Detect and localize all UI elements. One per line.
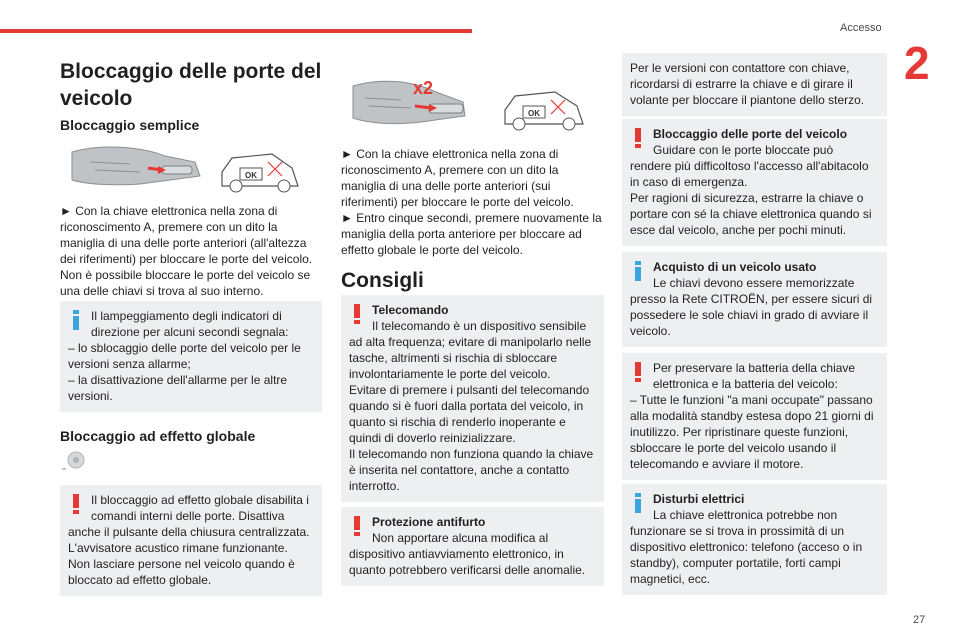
battery-second-line: elettronica e la batteria del veicolo:	[653, 377, 838, 391]
steering-lock-icon	[60, 450, 90, 472]
heading-consigli: Consigli	[341, 269, 424, 292]
warn-line-5: Non lasciare persone nel veicolo quando è bloccato ad effetto globale.	[68, 557, 295, 587]
simple-lock-text: ► Con la chiave elettronica nella zona di riconoscimento A, premere con un dito la maniglia di una delle porte anteriori (all'altezza dei riferimenti) per bloccare le porte del veicolo. Non è possibile bloccare le porte del veicolo se una delle chiavi si trova al suo interno.	[60, 204, 313, 298]
used-vehicle-text: presso la Rete CITROËN, per essere sicuri di possedere le sole chiavi in grado di avviare il veicolo.	[630, 292, 873, 338]
page-title: Bloccaggio delle porte del veicolo	[60, 60, 322, 110]
used-vehicle-title: Acquisto di un veicolo usato	[653, 260, 817, 274]
info-box-indicators	[60, 301, 322, 412]
info-box-used-vehicle	[622, 252, 887, 347]
double-press-label: x2	[413, 78, 434, 98]
info-line-4: – la disattivazione dell'allarme per le altre versioni.	[68, 373, 288, 403]
info-line-1: Il lampeggiamento degli indicatori di	[91, 309, 282, 323]
used-vehicle-first-line: Le chiavi devono essere memorizzate	[653, 276, 855, 290]
car-icon	[505, 92, 583, 130]
warning-icon	[632, 128, 644, 148]
warn-line-4: L'avvisatore acustico rimane funzionante.	[68, 541, 288, 555]
antitheft-first-line: Non apportare alcuna modifica al	[372, 531, 549, 545]
info-icon	[70, 310, 82, 330]
double-press-illustration	[351, 72, 591, 138]
interference-title: Disturbi elettrici	[653, 492, 745, 506]
hand-handle-illustration	[70, 140, 302, 198]
antitheft-title: Protezione antifurto	[372, 515, 486, 529]
note-box-steering	[622, 53, 887, 116]
heading-simple-lock: Bloccaggio semplice	[60, 117, 200, 133]
car-icon	[222, 154, 298, 192]
door-lock-first-line: Guidare con le porte bloccate può	[653, 143, 834, 157]
page-number: 27	[913, 614, 926, 626]
warning-box-battery	[622, 353, 887, 480]
warning-icon	[70, 494, 82, 514]
antitheft-text: dispositivo antiavviamento elettronico, in quanto potrebbero verificarsi delle anomalie.	[349, 547, 586, 577]
warning-box-global-lock	[60, 485, 322, 596]
car-ok-label: OK	[528, 109, 540, 118]
info-line-3: – lo sblocaggio delle porte del veicolo per le versioni senza allarme;	[68, 341, 301, 371]
interference-text: funzionare se si trova in prossimità di un dispositivo elettronico: telefono (acceso o in standby), computer portatile, forti campi magnetici, ecc.	[630, 524, 863, 586]
battery-first-line: Per preservare la batteria della chiave	[653, 361, 856, 375]
warning-box-door-lock	[622, 119, 887, 246]
info-box-interference	[622, 484, 887, 595]
chapter-number: 2	[904, 37, 930, 89]
door-lock-text: rendere più difficoltoso l'accesso all'abitacolo in caso di emergenza. Per ragioni di sicurezza, estrarre la chiave o portare con sé la chiave elettronica quando si esce dal veicolo, anche per pochi minuti.	[630, 159, 872, 237]
remote-first-line: Il telecomando è un dispositivo sensibile	[372, 319, 587, 333]
warn-line-3: anche il pulsante della chiusura centralizzata.	[68, 525, 310, 539]
global-lock-text: ► Con la chiave elettronica nella zona di riconoscimento A, premere con un dito la maniglia di una delle porte anteriori (sui riferimenti) per bloccare le porte del veicolo. ► Entro cinque secondi, premere nuovamente la maniglia della porta anteriore per bloccare ad effetto globale le porte del veicolo.	[341, 147, 602, 257]
remote-title: Telecomando	[372, 303, 449, 317]
warning-icon	[351, 516, 363, 536]
heading-global-lock: Bloccaggio ad effetto globale	[60, 428, 256, 444]
warn-line-2: comandi interni delle porte. Disattiva	[91, 509, 285, 523]
warn-line-1: Il bloccaggio ad effetto globale disabilita i	[91, 493, 309, 507]
battery-text: – Tutte le funzioni "a mani occupate" passano alla modalità standby estesa dopo 21 giorni di inutilizzo. Per ripristinare queste funzioni, sbloccare le porte del veicolo usando il telecomando e avviare il motore.	[630, 393, 874, 471]
door-lock-title: Bloccaggio delle porte del veicolo	[653, 127, 848, 141]
info-line-2: direzione per alcuni secondi segnala:	[91, 325, 289, 339]
warning-box-antitheft	[341, 507, 604, 586]
interference-first-line: La chiave elettronica potrebbe non	[653, 508, 838, 522]
warning-icon	[632, 362, 644, 382]
steering-note-text: Per le versioni con contattore con chiave, ricordarsi di estrarre la chiave e di girare il volante per bloccare il piantone dello sterzo.	[630, 61, 865, 107]
warning-icon	[351, 304, 363, 324]
section-name: Accesso	[840, 22, 882, 34]
info-icon	[632, 493, 644, 513]
remote-text: ad alta frequenza; evitare di manipolarlo nelle tasche, altrimenti si rischia di sbloccare involontariamente le porte del veicolo. Evitare di premere i pulsanti del telecomando quando si è fuori dalla portata del veicolo, in quanto si rischia di renderlo inoperante e quindi di doverlo reinizializzare. Il telecomando non funziona quando la chiave è inserita nel contattore, anche a contatto interrotto.	[349, 335, 594, 493]
info-icon	[632, 261, 644, 281]
car-ok-label: OK	[245, 171, 257, 180]
header-accent-bar	[0, 29, 472, 33]
warning-box-remote	[341, 295, 604, 502]
